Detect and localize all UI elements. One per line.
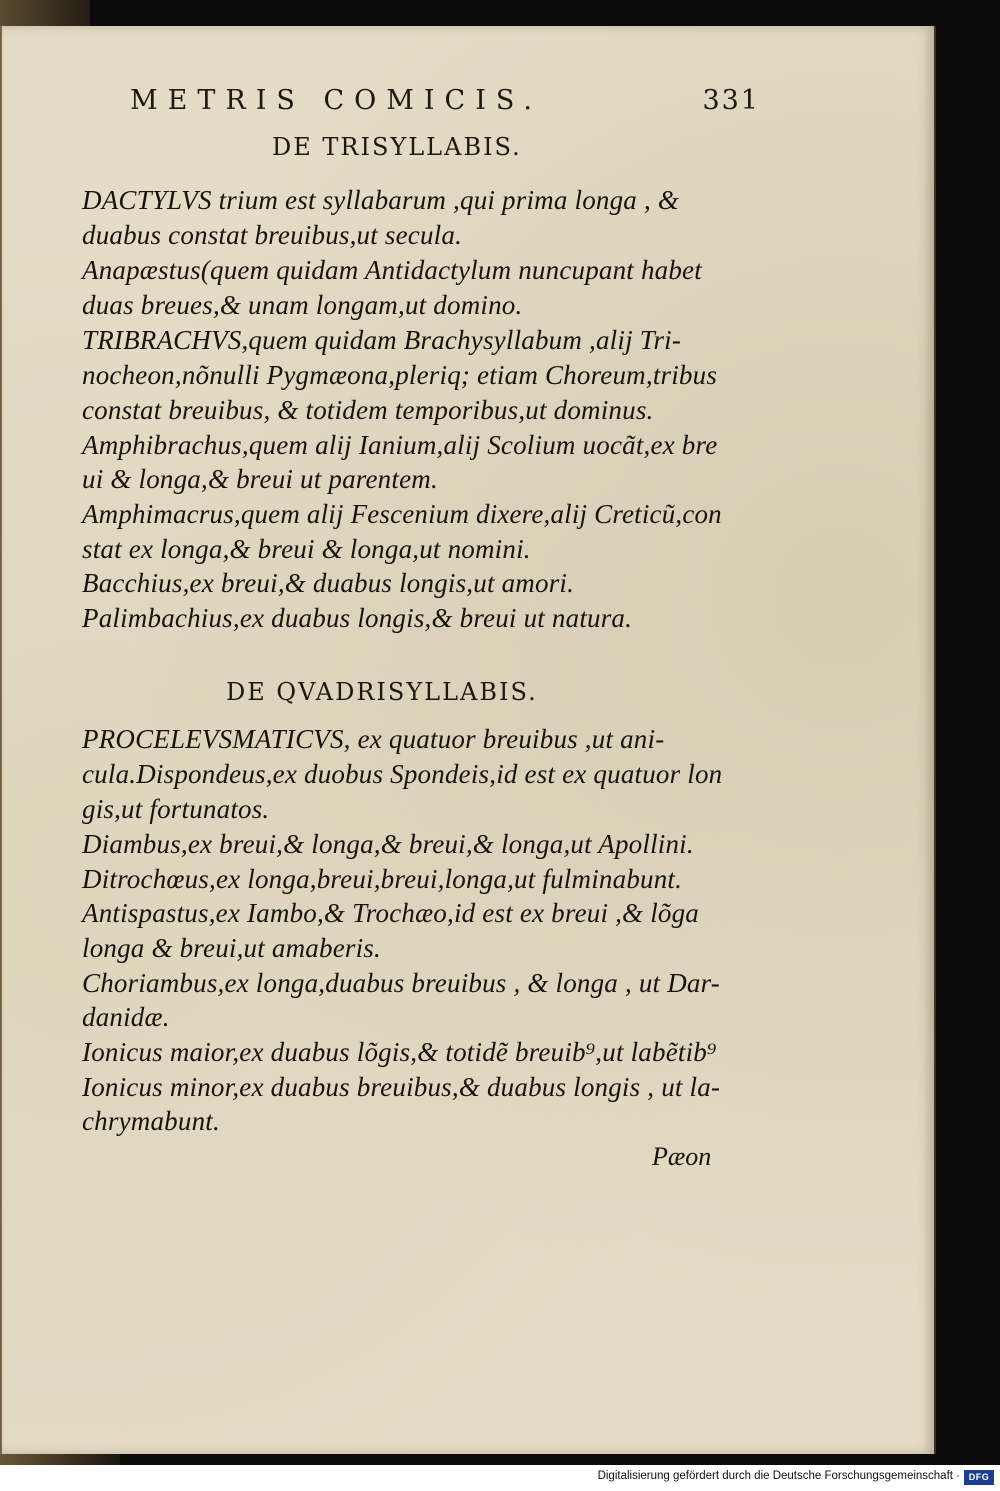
text-line: Antispastus,ex Iambo,& Trochæo,id est ex breui ,& lõga bbox=[82, 898, 700, 928]
section-heading-trisyllabis: DE TRISYLLABIS. bbox=[272, 133, 522, 161]
text-line: gis,ut fortunatos. bbox=[82, 794, 270, 824]
text-line: Choriambus,ex longa,duabus breuibus , & longa , ut Dar- bbox=[82, 968, 720, 998]
text-line: Bacchius,ex breui,& duabus longis,ut amori. bbox=[82, 568, 575, 598]
funding-credit: Digitalisierung gefördert durch die Deutsche Forschungsgemeinschaft · bbox=[597, 1470, 960, 1482]
page-number: 331 bbox=[702, 85, 760, 116]
text-line: duas breues,& unam longam,ut domino. bbox=[82, 290, 523, 320]
running-head bbox=[130, 85, 760, 125]
text-line: Ionicus minor,ex duabus breuibus,& duabus longis , ut la- bbox=[82, 1072, 721, 1102]
dfg-logo-icon: DFG bbox=[964, 1470, 994, 1485]
text-line: Diambus,ex breui,& longa,& breui,& longa,ut Apollini. bbox=[82, 829, 694, 859]
text-line: Palimbachius,ex duabus longis,& breui ut natura. bbox=[82, 603, 633, 633]
text-line: Amphibrachus,quem alij Ianium,alij Scolium uocãt,ex bre bbox=[82, 430, 718, 460]
footer-bar bbox=[0, 1465, 1000, 1491]
running-title: METRIS COMICIS. bbox=[130, 85, 542, 116]
text-line: DACTYLVS trium est syllabarum ,qui prima longa , & bbox=[82, 185, 680, 215]
section-heading-quadrisyllabis: DE QVADRISYLLABIS. bbox=[226, 678, 538, 706]
text-line: Amphimacrus,quem alij Fescenium dixere,alij Creticũ,con bbox=[82, 499, 722, 529]
catchword: Pæon bbox=[652, 1142, 712, 1171]
text-line: nocheon,nõnulli Pygmæona,pleriq; etiam Choreum,tribus bbox=[82, 360, 718, 390]
text-line: TRIBRACHVS,quem quidam Brachysyllabum ,alij Tri- bbox=[82, 325, 682, 355]
text-line: Ionicus maior,ex duabus lõgis,& totidẽ breuib⁹,ut labẽtib⁹ bbox=[82, 1037, 717, 1067]
text-line: stat ex longa,& breui & longa,ut nomini. bbox=[82, 534, 531, 564]
text-line: PROCELEVSMATICVS, ex quatuor breuibus ,ut ani- bbox=[82, 724, 665, 754]
text-line: cula.Dispondeus,ex duobus Spondeis,id est ex quatuor lon bbox=[82, 759, 723, 789]
text-line: Ditrochœus,ex longa,breui,breui,longa,ut fulminabunt. bbox=[82, 864, 683, 894]
text-line: danidæ. bbox=[82, 1002, 170, 1032]
binding-edge-top bbox=[0, 0, 90, 26]
text-line: constat breuibus, & totidem temporibus,ut dominus. bbox=[82, 395, 654, 425]
text-line: duabus constat breuibus,ut secula. bbox=[82, 220, 463, 250]
text-line: longa & breui,ut amaberis. bbox=[82, 933, 381, 963]
text-line: ui & longa,& breui ut parentem. bbox=[82, 464, 438, 494]
text-line: chrymabunt. bbox=[82, 1106, 220, 1136]
text-line: Anapæstus(quem quidam Antidactylum nuncupant habet bbox=[82, 255, 702, 285]
